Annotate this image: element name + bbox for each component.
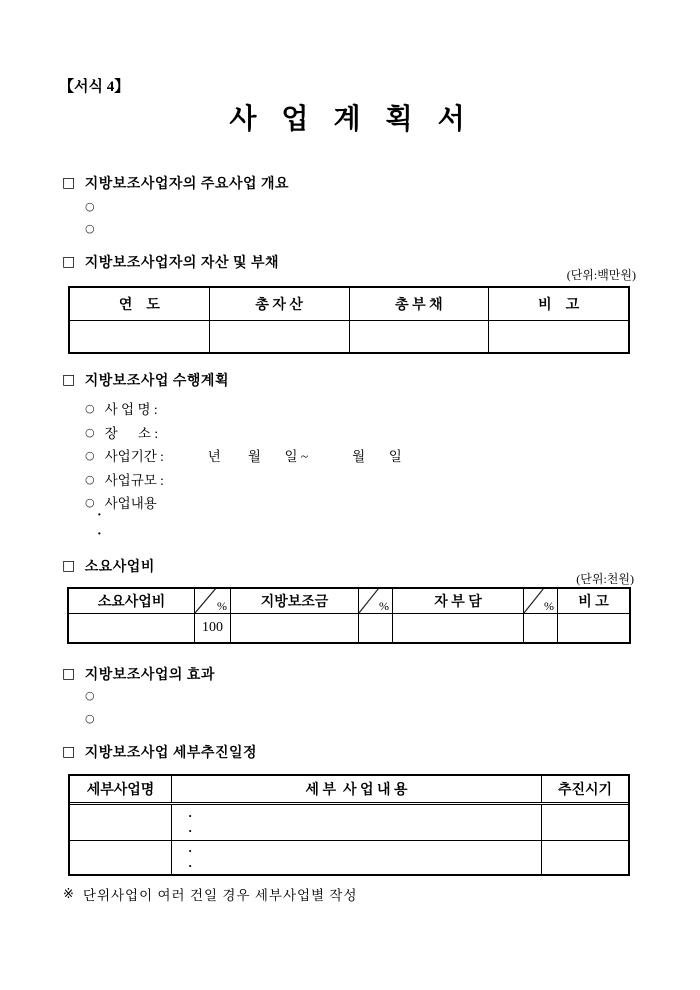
- assets-col-note: 비 고: [538, 298, 580, 313]
- plan-item-scale: [85, 469, 164, 489]
- section-budget-label: 소요사업비: [84, 560, 155, 575]
- checkbox-icon: □: [62, 254, 76, 270]
- detail-dot: ·: [188, 842, 193, 858]
- circle-bullet-icon: ○: [85, 401, 95, 415]
- circle-bullet-icon: ○: [85, 712, 95, 725]
- plan-item-content-label: 사업내용: [104, 496, 157, 511]
- budget-cell-total-pct: 100: [195, 614, 231, 642]
- schedule-col-name: 세부사업명: [70, 776, 172, 802]
- schedule-cell-name: [70, 841, 172, 874]
- assets-table: [68, 286, 630, 354]
- plan-detail-dot-2: ·: [97, 527, 102, 542]
- budget-col-subsidy-pct: [359, 589, 393, 613]
- circle-bullet-icon: ○: [85, 495, 95, 509]
- footnote-text: 단위사업이 여러 건일 경우 세부사업별 작성: [82, 888, 358, 903]
- section-schedule-label: 지방보조사업 세부추진일정: [84, 746, 258, 761]
- schedule-col-timing: 추진시기: [557, 783, 613, 798]
- checkbox-icon: □: [62, 372, 76, 388]
- plan-item-period: [85, 445, 402, 465]
- section-budget-header: [62, 556, 155, 576]
- budget-table-row: [69, 614, 629, 642]
- assets-unit-note: (단위:백만원): [566, 268, 636, 282]
- schedule-table: [68, 774, 630, 876]
- budget-col-total: 소요사업비: [69, 589, 195, 613]
- assets-col-year: 연 도: [70, 288, 210, 320]
- plan-item-scale-label: 사업규모 :: [104, 473, 164, 488]
- plan-item-period-label: 사업기간 : 년 월 일 ~ 월 일: [104, 449, 402, 464]
- schedule-table-row-2: [70, 840, 628, 874]
- section-assets-header: [62, 252, 279, 272]
- plan-item-place-label: 장 소 :: [104, 426, 159, 441]
- budget-col-total-pct: [195, 589, 231, 613]
- budget-table-header-row: [69, 589, 629, 614]
- budget-col-subsidy: 지방보조금: [231, 589, 359, 613]
- budget-cell-subsidy: [231, 614, 359, 642]
- budget-unit-note: (단위:천원): [576, 572, 634, 586]
- budget-cell-total: [69, 614, 195, 642]
- plan-item-place: [85, 422, 158, 442]
- schedule-col-detail: 세 부 사 업 내 용: [172, 776, 542, 802]
- budget-col-self: 자 부 담: [393, 589, 524, 613]
- plan-item-name-label: 사 업 명 :: [104, 402, 158, 417]
- schedule-cell-detail: [172, 841, 542, 874]
- checkbox-icon: □: [62, 666, 76, 682]
- section-effect-label: 지방보조사업의 효과: [84, 668, 215, 683]
- overview-bullet-1: [85, 201, 95, 212]
- assets-table-header-row: [70, 288, 628, 321]
- percent-label: %: [217, 599, 227, 613]
- overview-bullet-2: [85, 223, 95, 234]
- budget-cell-subsidy-pct: [359, 614, 393, 642]
- circle-bullet-icon: ○: [85, 222, 95, 235]
- assets-col-total-debt: 총 부 채: [350, 288, 490, 320]
- section-overview-header: [62, 173, 289, 193]
- circle-bullet-icon: ○: [85, 425, 95, 439]
- budget-cell-self: [393, 614, 524, 642]
- detail-dot: ·: [188, 857, 193, 873]
- percent-label: %: [544, 599, 554, 613]
- section-plan-header: [62, 370, 229, 390]
- circle-bullet-icon: ○: [85, 200, 95, 213]
- budget-col-self-pct: [524, 589, 558, 613]
- assets-col-total-assets: 총 자 산: [210, 288, 350, 320]
- assets-cell-total-assets: [210, 321, 350, 352]
- circle-bullet-icon: ○: [85, 689, 95, 702]
- plan-item-name: [85, 398, 158, 418]
- section-assets-label: 지방보조사업자의 자산 및 부채: [84, 256, 280, 271]
- section-overview-label: 지방보조사업자의 주요사업 개요: [84, 177, 290, 192]
- section-plan-label: 지방보조사업 수행계획: [84, 374, 229, 389]
- plan-detail-dot-1: ·: [97, 508, 102, 523]
- assets-cell-year: [70, 321, 210, 352]
- schedule-table-header-row: [70, 776, 628, 805]
- schedule-table-row-1: [70, 805, 628, 840]
- plan-item-content: [85, 492, 157, 512]
- assets-table-row: [70, 321, 628, 352]
- checkbox-icon: □: [62, 744, 76, 760]
- assets-cell-note: [489, 321, 628, 352]
- circle-bullet-icon: ○: [85, 448, 95, 462]
- checkbox-icon: □: [62, 175, 76, 191]
- budget-table: [67, 587, 631, 644]
- schedule-cell-timing: [542, 841, 628, 874]
- section-effect-header: [62, 664, 215, 684]
- reference-mark-icon: ※: [63, 886, 75, 902]
- detail-dot: ·: [188, 822, 193, 838]
- document-title: 사 업 계 획 서: [229, 104, 471, 135]
- section-schedule-header: [62, 742, 257, 762]
- budget-cell-note: [558, 614, 629, 642]
- effect-bullet-1: [85, 690, 95, 701]
- form-number-label: 【서식 4】: [59, 79, 130, 95]
- budget-col-note: 비 고: [578, 595, 609, 610]
- assets-cell-total-debt: [350, 321, 490, 352]
- footnote: [63, 884, 358, 904]
- budget-cell-self-pct: [524, 614, 558, 642]
- effect-bullet-2: [85, 713, 95, 724]
- schedule-cell-name: [70, 805, 172, 840]
- percent-label: %: [379, 599, 389, 613]
- checkbox-icon: □: [62, 558, 76, 574]
- schedule-cell-timing: [542, 805, 628, 840]
- circle-bullet-icon: ○: [85, 472, 95, 486]
- schedule-cell-detail: [172, 805, 542, 840]
- detail-dot: ·: [188, 807, 193, 823]
